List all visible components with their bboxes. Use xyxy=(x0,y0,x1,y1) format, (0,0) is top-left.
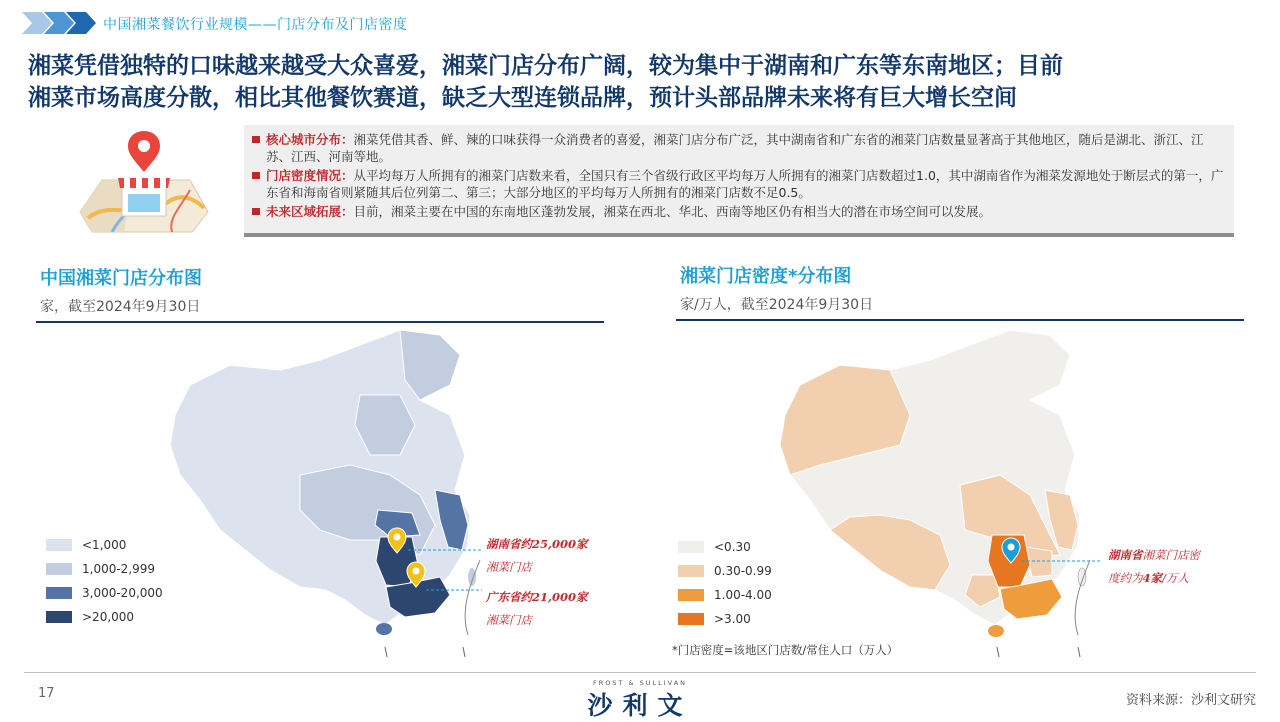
legend-swatch xyxy=(678,613,704,625)
right-panel-rule xyxy=(676,319,1244,321)
legend-label: 3,000-20,000 xyxy=(82,586,163,600)
legend-swatch xyxy=(46,563,72,575)
hunan-store-annotation-line2: 湘菜门店 xyxy=(486,560,532,574)
legend-item xyxy=(46,557,163,581)
logo: 沙利文 xyxy=(587,691,693,720)
bullet-square-icon xyxy=(252,208,260,215)
bullet-label: 门店密度情况： xyxy=(266,168,354,183)
bullet-future-expansion xyxy=(252,203,1226,220)
guangdong-store-annotation: 广东省约21,000家 xyxy=(486,590,588,604)
hunan-store-annotation: 湖南省约25,000家 xyxy=(486,537,588,551)
legend-swatch xyxy=(678,565,704,577)
legend-label: >20,000 xyxy=(82,610,135,624)
map-region-taiwan xyxy=(468,568,476,586)
page-headline xyxy=(28,50,1253,114)
bullet-square-icon xyxy=(252,136,260,143)
logo-wordmark: FROST & SULLIVAN xyxy=(592,679,688,687)
right-panel-subtitle: 家/万人，截至2024年9月30日 xyxy=(680,297,874,313)
map-region-taiwan xyxy=(1078,568,1086,586)
bullet-label: 核心城市分布： xyxy=(266,132,354,147)
map-region-hainan xyxy=(376,623,392,635)
legend-swatch xyxy=(46,539,72,551)
legend-item xyxy=(678,559,772,583)
legend-label: >3.00 xyxy=(714,612,751,626)
annotation-bold: 4家 xyxy=(1142,571,1163,585)
legend-label: <1,000 xyxy=(82,538,127,552)
legend-swatch xyxy=(678,541,704,553)
annotation-text: /万人 xyxy=(1162,571,1189,585)
legend-label: 1,000-2,999 xyxy=(82,562,156,576)
right-panel-title: 湘菜门店密度*分布图 xyxy=(680,266,852,287)
china-store-density-map xyxy=(760,325,1100,660)
legend-item xyxy=(46,605,163,629)
key-findings-box xyxy=(244,125,1234,233)
annotation-bold: 湖南省 xyxy=(1108,548,1143,562)
bullet-core-cities xyxy=(252,131,1226,165)
header-chevrons-icon xyxy=(22,12,100,34)
footer-rule xyxy=(24,672,1256,673)
source-note: 资料来源：沙利文研究 xyxy=(1125,693,1256,708)
legend-swatch xyxy=(46,587,72,599)
map-region-hainan xyxy=(988,625,1004,637)
bullet-label: 未来区域拓展： xyxy=(266,204,354,219)
legend-label: <0.30 xyxy=(714,540,751,554)
bullet-text: 湘菜凭借其香、鲜、辣的口味获得一众消费者的喜爱，湘菜门店分布广泛，其中湖南省和广东省的湘菜门店数量显著高于其他地区，随后是湖北、浙江、江苏、江西、河南等地。 xyxy=(266,132,1204,164)
legend-item xyxy=(46,581,163,605)
legend-swatch xyxy=(46,611,72,623)
legend-label: 1.00-4.00 xyxy=(714,588,772,602)
legend-item xyxy=(678,535,772,559)
breadcrumb: 中国湘菜餐饮行业规模——门店分布及门店密度 xyxy=(103,17,408,33)
density-footnote: *门店密度=该地区门店数/常住人口（万人） xyxy=(672,643,899,657)
bullet-square-icon xyxy=(252,172,260,179)
hunan-density-annotation-line2 xyxy=(1108,567,1189,586)
guangdong-store-annotation-line2: 湘菜门店 xyxy=(486,613,532,627)
headline-line-1: 湘菜凭借独特的口味越来越受大众喜爱，湘菜门店分布广阔，较为集中于湖南和广东等东南地区；目前 xyxy=(28,52,1063,79)
left-panel-title: 中国湘菜门店分布图 xyxy=(40,268,202,289)
hunan-density-annotation xyxy=(1108,544,1200,563)
bullet-text: 目前，湘菜主要在中国的东南地区蓬勃发展，湘菜在西北、华北、西南等地区仍有相当大的潜在市场空间可以发展。 xyxy=(353,204,992,219)
left-legend xyxy=(46,533,163,629)
legend-item xyxy=(678,607,772,631)
right-legend xyxy=(678,535,772,631)
legend-item xyxy=(678,583,772,607)
left-panel-subtitle: 家，截至2024年9月30日 xyxy=(40,299,201,315)
bullet-store-density xyxy=(252,167,1226,201)
legend-label: 0.30-0.99 xyxy=(714,564,772,578)
map-pin-store-icon xyxy=(72,128,212,236)
bullet-text: 从平均每万人所拥有的湘菜门店数来看，全国只有三个省级行政区平均每万人所拥有的湘菜门店数超过1.0，其中湖南省作为湘菜发源地处于断层式的第一，广东省和海南省则紧随其后位列第二、第三；大部分地区的平均每万人所拥有的湘菜门店数不足0.5。 xyxy=(266,168,1224,200)
annotation-text: 湘菜门店密 xyxy=(1142,548,1200,562)
legend-swatch xyxy=(678,589,704,601)
left-panel-rule xyxy=(36,321,604,323)
legend-item xyxy=(46,533,163,557)
china-store-count-map xyxy=(150,325,490,660)
annotation-text: 度约为 xyxy=(1108,571,1143,585)
headline-line-2: 湘菜市场高度分散，相比其他餐饮赛道，缺乏大型连锁品牌，预计头部品牌未来将有巨大增长空间 xyxy=(28,84,1017,111)
page-number: 17 xyxy=(38,686,55,701)
